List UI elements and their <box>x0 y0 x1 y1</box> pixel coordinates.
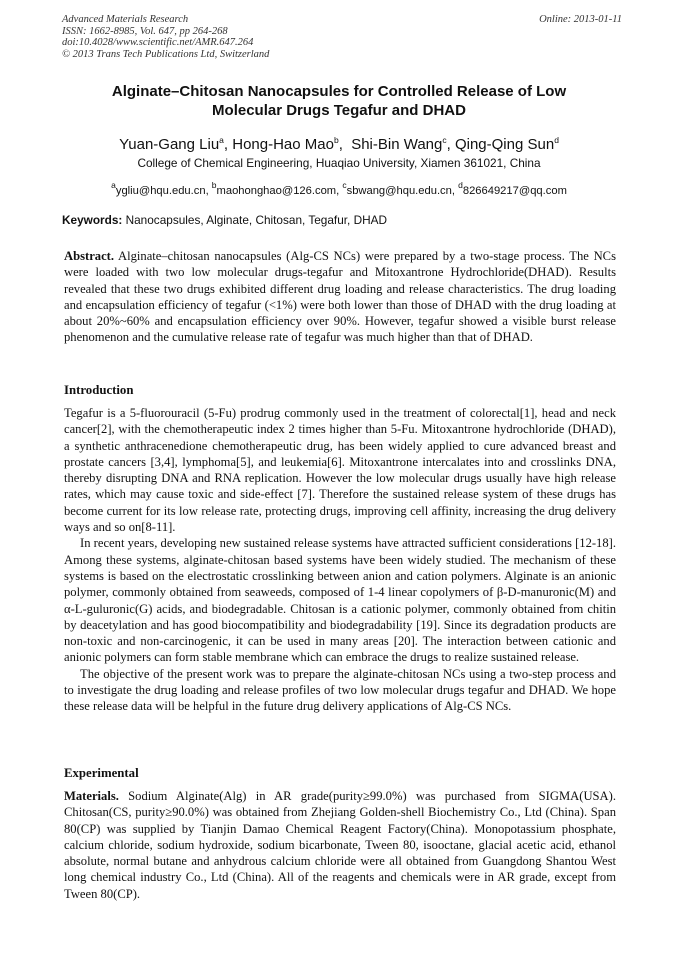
abstract-label: Abstract. <box>64 249 115 263</box>
author-name: Hong-Hao Mao <box>232 136 334 153</box>
author-list: Yuan-Gang Liu$^a$, Hong-Hao Mao$^b$, Shi-Bin Wang$^c$, Qing-Qing Sun$^d$ <box>119 135 559 153</box>
email-mark: b <box>211 180 217 190</box>
email-address: maohonghao@126.com <box>216 185 337 197</box>
author-mark: d <box>554 135 559 145</box>
author-mark: c <box>442 135 447 145</box>
email-mark: c <box>342 180 347 190</box>
online-date: Online: 2013-01-11 <box>539 14 622 25</box>
email-address: sbwang@hqu.edu.cn <box>346 185 452 197</box>
author-mark: a <box>219 135 224 145</box>
author-name: Yuan-Gang Liu <box>119 136 220 153</box>
email-address: 826649217@qq.com <box>462 185 567 197</box>
doi-line: doi:10.4028/www.scientific.net/AMR.647.264 <box>62 37 254 49</box>
keywords <box>62 213 616 227</box>
paper-title <box>62 82 616 120</box>
keywords-text: Nanocapsules, Alginate, Chitosan, Tegafur, DHAD <box>125 213 388 227</box>
email-mark: a <box>111 180 116 190</box>
paragraph: In recent years, developing new sustained release systems have attracted sufficient considerations [12-18]. Among these systems, alginate-chitosan based systems have been widely studied. The mechanism of these systems is based on the electrostatic crosslinking between anion and cation polymers. Alginate is an anionic polymer, commonly obtained from seaweeds, composed of 1-4 linear copolymers of β-D-manuronic(M) and α-L-guluronic(G) acids, and biodegradable. Chitosan is a cationic polymer, commonly obtained from chitin by deacetylation and has good biocompatibility and biodegradability [19]. Since its degradation products are non-toxic and non-carcinogenic, it can be used in many areas [20]. The interaction between cationic and anionic polymers can form stable membrane which can embrace the drugs to realize sustained release. <box>64 536 616 665</box>
keywords-label: Keywords: <box>62 213 123 227</box>
journal-name: Advanced Materials Research <box>62 14 189 25</box>
title-line-2: Molecular Drugs Tegafur and DHAD <box>212 102 466 119</box>
experimental-heading: Experimental <box>64 766 139 780</box>
journal-header <box>62 14 622 60</box>
title-line-1: Alginate–Chitosan Nanocapsules for Controlled Release of Low <box>111 83 567 100</box>
copyright-line: © 2013 Trans Tech Publications Ltd, Switzerland <box>62 48 270 60</box>
issn-line: ISSN: 1662-8985, Vol. 647, pp 264-268 <box>62 25 228 37</box>
abstract <box>64 248 616 346</box>
email-address: ygliu@hqu.edu.cn <box>115 185 206 197</box>
paragraph: Tegafur is a 5-fluorouracil (5-Fu) prodrug commonly used in the treatment of colorectal[1], head and neck cancer[2], with the chemotherapeutic index 2 times higher than 5-Fu. Mitoxantrone hydrochloride (DHAD), a synthetic anthracenedione chemotherapeutic drug, has been widely applied to cure advanced breast and prostate cancers [3,4], lymphoma[5], and leukemia[6]. Mitoxantrone intercalates into and crosslinks DNA, thereby disrupting DNA and RNA replication. However the low molecular drugs usually have high release rates, which may cause toxic and side-effect [7]. Therefore the sustained release system of these drugs has become current for its low release rate, protecting drugs, improving cell affinity, increasing the drug delivery ways and so on[8-11]. <box>64 406 616 535</box>
email-list: $^a$ygliu@hqu.edu.cn, $^b$maohonghao@126.com, $^c$sbwang@hqu.edu.cn, $^d$826649217@qq.com <box>111 180 567 197</box>
author-mark: b <box>333 135 339 145</box>
materials-text: Sodium Alginate(Alg) in AR grade(purity≥99.0%) was purchased from SIGMA(USA). Chitosan(CS, purity≥90.0%) was obtained from Zhejiang Golden-shell Biochemistry Co., Ltd (China). Span 80(CP) was supplied by Tianjin Damao Chemical Reagent Factory(China). Monopotassium phosphate, calcium chloride, sodium hydroxide, sodium bicarbonate, Tween 80, isooctane, glacial acetic acid, ethanol absolute, normal butane and anhydrous calcium chloride were all obtained from Guangdong Shantou West long chemical industry Co., Ltd (China). All of the reagents and chemicals were in AR grade, except from Tween 80(CP). <box>64 789 616 901</box>
introduction-body <box>64 405 616 715</box>
paragraph: The objective of the present work was to prepare the alginate-chitosan NCs using a two-step process and to investigate the drug loading and release profiles of two low molecular drugs tegafur and DHAD. We hope these release data will be helpful in the future drug delivery applications of Alg-CS NCs. <box>64 666 616 714</box>
author-name: Qing-Qing Sun <box>454 136 555 153</box>
email-mark: d <box>458 180 463 190</box>
affiliation: College of Chemical Engineering, Huaqiao University, Xiamen 361021, China <box>137 156 541 170</box>
materials-label: Materials. <box>64 789 119 803</box>
abstract-text: Alginate–chitosan nanocapsules (Alg-CS NCs) were prepared by a two-stage process. The NCs were loaded with two low molecular drugs-tegafur and Mitoxantrone Hydrochloride(DHAD). Results revealed that these two drugs exhibited different drug loading and release characteristics. The drug loading and encapsulation efficiency of tegafur (<1%) were both lower than those of DHAD with the drug loading at about 20%~60% and encapsulation efficiency over 90%. However, tegafur showed a visible burst release phenomenon and the cumulative release rate of tegafur was much higher than that of DHAD. <box>64 249 616 345</box>
introduction-heading: Introduction <box>64 383 134 397</box>
materials-section <box>64 788 616 902</box>
author-name: Shi-Bin Wang <box>351 136 443 153</box>
